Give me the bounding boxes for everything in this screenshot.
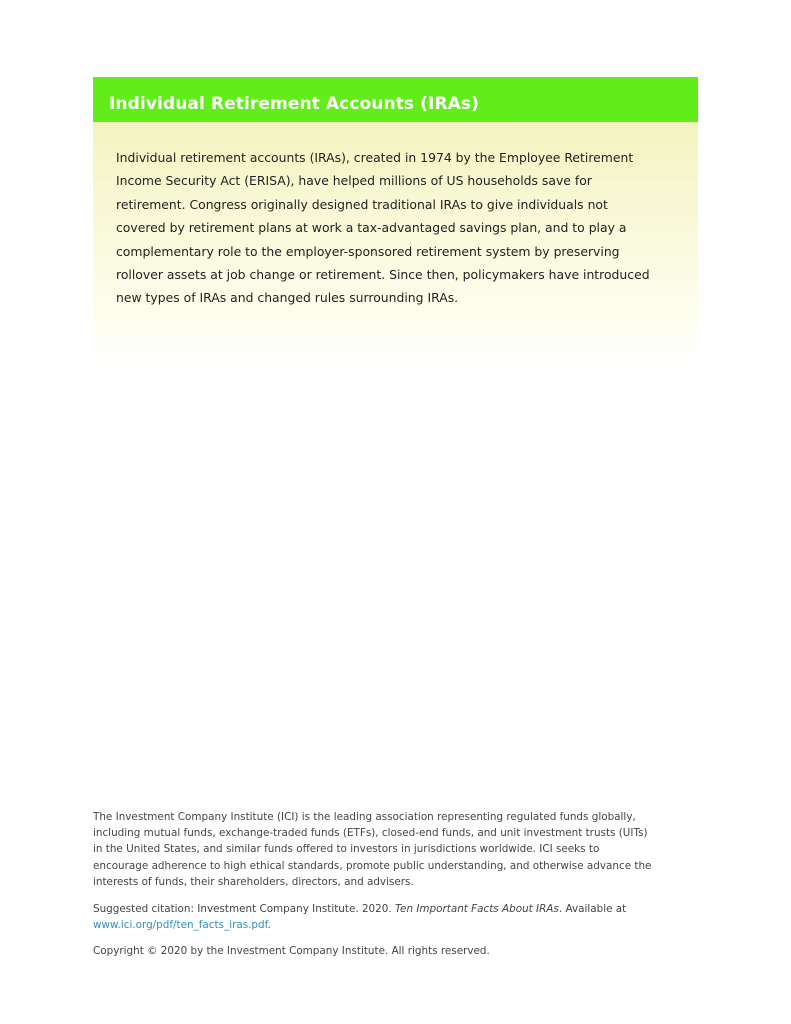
citation-suffix: . [267,919,271,932]
ira-summary-box [93,77,698,365]
citation-middle: . Available at [558,903,627,916]
citation-link[interactable]: www.ici.org/pdf/ten_facts_iras.pdf [93,919,268,932]
box-header [93,77,698,122]
copyright-notice: Copyright © 2020 by the Investment Company Institute. All rights reserved. [93,945,490,958]
box-body-text: Individual retirement accounts (IRAs), created in 1974 by the Employee Retirement Income Security Act (ERISA), have helped millions of US households save for retirement. Congress originally designed traditional IRAs to give individuals not covered by retirement plans at work a tax-advantaged savings plan, and to play a complementary role to the employer-sponsored retirement system by preserving rollover assets at job change or retirement. Since then, policymakers have introduced new types of IRAs and changed rules surrounding IRAs. [116,150,650,306]
box-title: Individual Retirement Accounts (IRAs) [109,93,479,114]
citation-title: Ten Important Facts About IRAs [395,903,559,916]
ici-about-paragraph: The Investment Company Institute (ICI) is the leading association representing regulated funds globally, including mutual funds, exchange-traded funds (ETFs), closed-end funds, and unit investment trusts (UITs) in the United States, and similar funds offered to investors in jurisdictions worldwide. ICI seeks to encourage adherence to high ethical standards, promote public understanding, and otherwise advance the interests of funds, their shareholders, directors, and advisers. [93,811,652,888]
citation-prefix: Suggested citation: Investment Company Institute. 2020. [93,903,395,916]
suggested-citation [93,901,653,933]
footer [93,809,653,960]
